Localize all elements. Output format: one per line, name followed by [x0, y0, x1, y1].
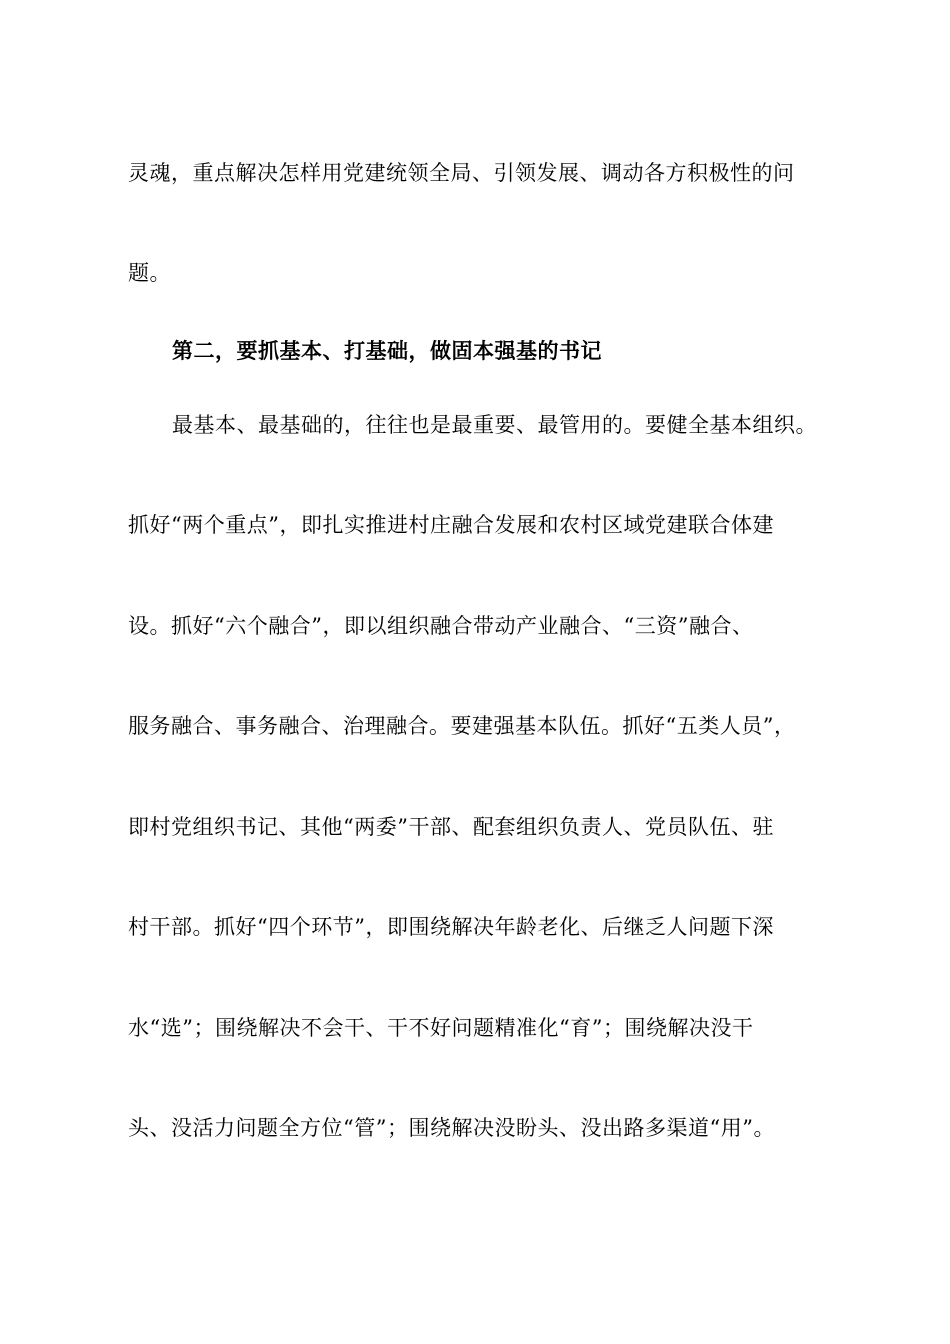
paragraph-2-line-2: 抓好“两个重点”，即扎实推进村庄融合发展和农村区域党建联合体建 [128, 513, 774, 537]
paragraph-2-line-6: 村干部。抓好“四个环节”，即围绕解决年龄老化、后继乏人问题下深 [128, 915, 774, 939]
paragraph-2-line-8: 头、没活力问题全方位“管”；围绕解决没盼头、没出路多渠道“用”。 [128, 1116, 775, 1140]
paragraph-2-line-3: 设。抓好“六个融合”，即以组织融合带动产业融合、“三资”融合、 [128, 614, 754, 638]
paragraph-2-line-7: 水“选”；围绕解决不会干、干不好问题精准化“育”；围绕解决没干 [128, 1016, 754, 1040]
paragraph-1-line-2: 题。 [128, 261, 171, 285]
section-heading-2: 第二，要抓基本、打基础，做固本强基的书记 [172, 338, 602, 363]
paragraph-2-line-4: 服务融合、事务融合、治理融合。要建强基本队伍。抓好“五类人员”， [128, 714, 796, 738]
paragraph-2-line-5: 即村党组织书记、其他“两委”干部、配套组织负责人、党员队伍、驻 [128, 815, 774, 839]
paragraph-1-line-1: 灵魂，重点解决怎样用党建统领全局、引领发展、调动各方积极性的问 [128, 161, 795, 185]
paragraph-2-line-1: 最基本、最基础的，往往也是最重要、最管用的。要健全基本组织。 [172, 413, 817, 437]
